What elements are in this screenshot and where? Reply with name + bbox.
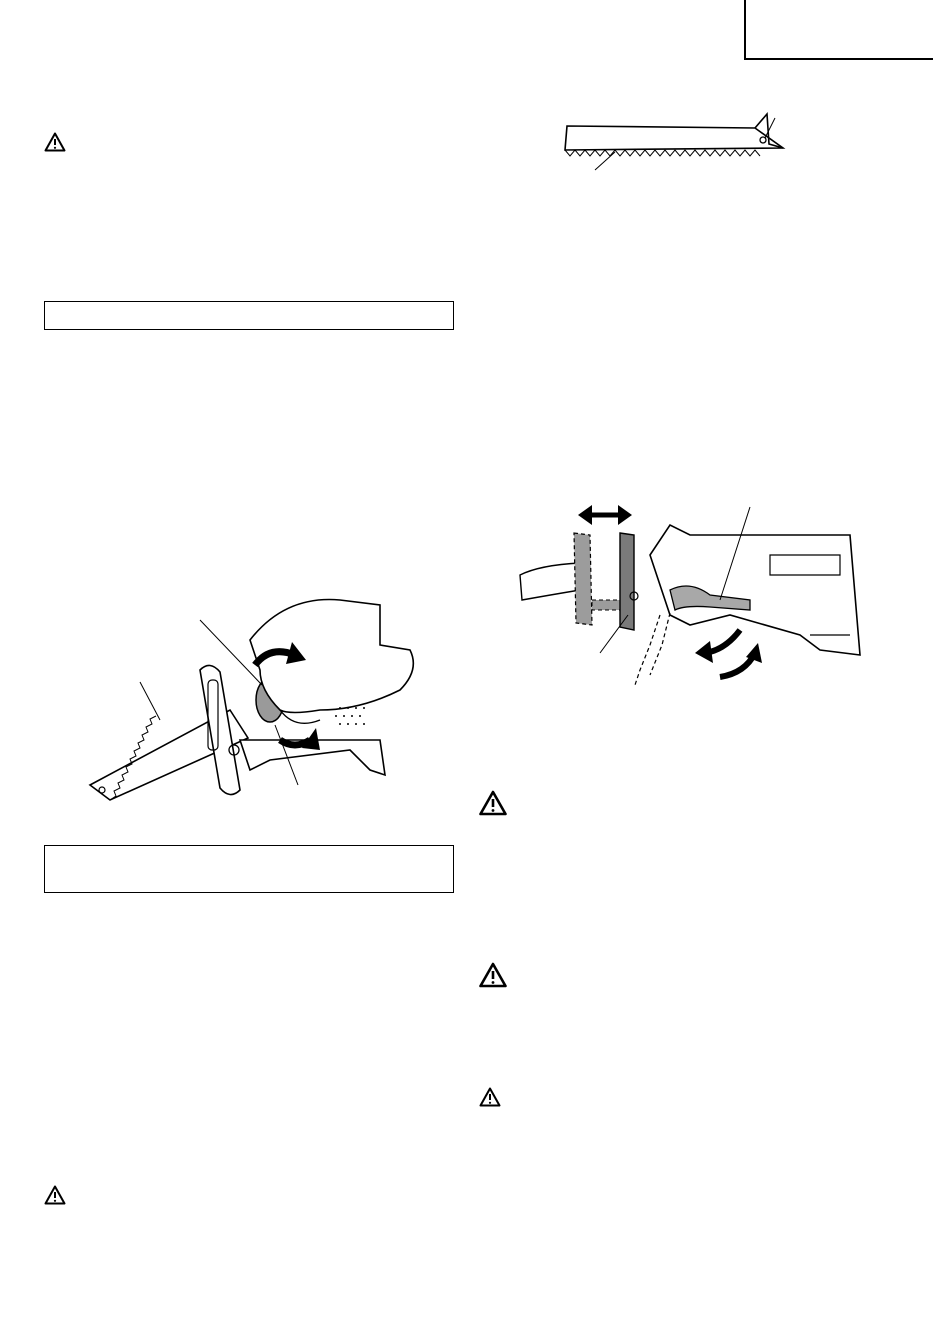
warning-triangle-icon xyxy=(479,790,507,816)
warning-triangle-icon xyxy=(44,1185,66,1205)
saw-blade-figure xyxy=(555,108,795,178)
section-heading-box-2 xyxy=(44,845,454,893)
section-heading-box xyxy=(44,301,454,330)
warning-triangle-icon xyxy=(44,132,66,152)
warning-triangle-icon xyxy=(479,1087,501,1107)
warning-triangle-icon xyxy=(479,962,507,988)
shoe-lever-adjust-figure xyxy=(510,495,870,695)
page-tab-box xyxy=(744,0,933,60)
blade-install-hand-figure xyxy=(80,590,440,810)
